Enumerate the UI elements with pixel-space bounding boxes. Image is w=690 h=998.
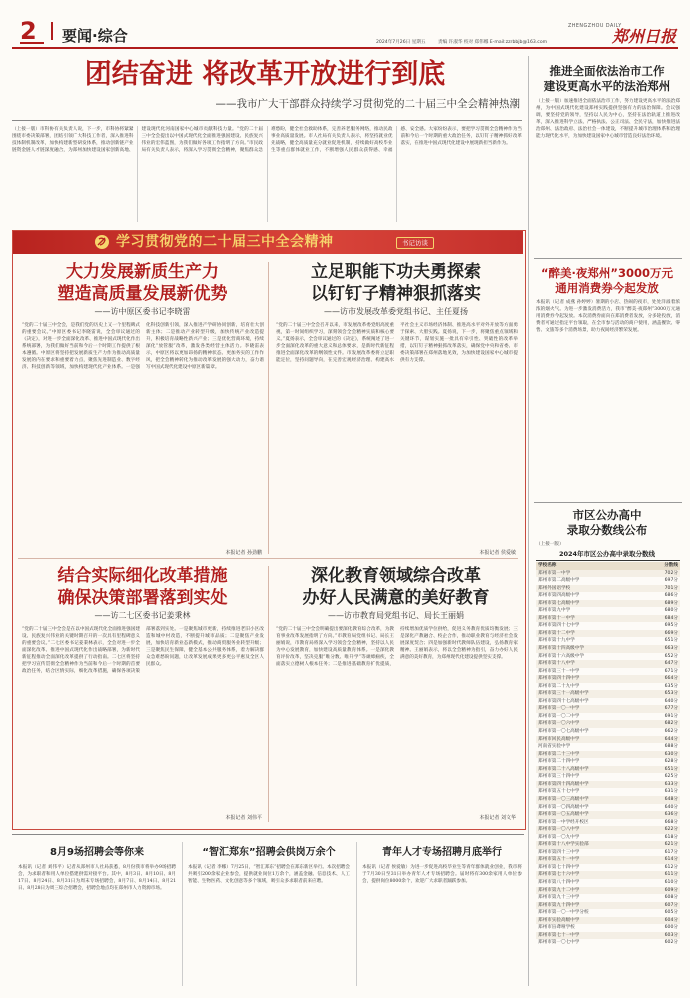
score-table-row [536, 600, 680, 608]
score-table-title-line1: 市区公办高中 [572, 508, 642, 522]
lead-body: （上接一版）市科协有关负责人说，下一步，市科协将紧紧围绕市委决策部署，团结引领广大科技工作者，深入推进科技体制机制改革，加快构建新型研发体系，推动创新链产业链资金链人才链深度融合，为郑州加快建设国家创新高地、建设现代化河南国家中心城市贡献科技力量。“党的二十届三中全会提出以中国式现代化全面推进强国建设、民族复兴伟业的宏伟蓝图，为我们做好各项工作指明了方向。”市民政局有关负责人表示，将深入学习贯彻全会精神，聚焦群众急难愁盼，健全社会救助体系，完善养老服务网络，推动民政事业高质量发展。市人社局有关负责人表示，将坚持就业优先战略，健全高质量充分就业促进机制，持续做好高校毕业生等重点群体就业工作，不断增强人民群众获得感、幸福感、安全感。大家纷纷表示，要把学习贯彻全会精神作为当前和今后一个时期的重大政治任务，以钉钉子精神抓好改革落实，在推进中国式现代化建设中展现新担当新作为。 [12, 127, 522, 153]
score-table-school: 郑州市第十六高级中学 [538, 653, 584, 659]
lead-title: 团结奋进 将改革开放进行到底 [84, 59, 446, 90]
score-table-row [536, 879, 680, 887]
score-table-row [536, 705, 680, 713]
score-table-score: 600分 [664, 925, 678, 931]
score-table-school: 郑州市第八十四中学 [538, 879, 580, 885]
score-table-score: 647分 [645, 660, 680, 668]
article4-body: “党的二十届三中全会明确提出要深化教育综合改革，为教育事业改革发展指明了方向。”市教育局党组书记、局长王丽娟说，市教育局将深入学习领会全会精神，坚持以人民为中心发展教育，加快建设高质量教育体系。一是深化教育评价改革，坚决克服“唯分数、唯升学”等顽瘴痼疾，全面落实立德树人根本任务；二是推进基础教育扩优提质，持续增加优质学位供给，促进义务教育优质均衡发展；三是深化产教融合、校企合作，推动职业教育与经济社会发展深度契合；四是加强新时代教师队伍建设，弘扬教育家精神。王丽娟表示，将以全会精神为指引，奋力办好人民满意的美好教育，为郑州现代化建设提供坚实支撑。 [276, 627, 518, 667]
score-table-score: 686分 [664, 593, 678, 599]
score-table-score: 651分 [645, 766, 680, 774]
bottom1-title: 8月9场招聘会等你来 [50, 847, 144, 858]
page-number: 2 [20, 17, 37, 45]
party-emblem-icon [94, 234, 110, 250]
score-table-school: 郑州市第七十六中学 [536, 871, 645, 879]
score-table-score: 663分 [645, 645, 680, 653]
article1-byline: ——访中原区委书记李晓雷 [94, 307, 191, 316]
article3-byline: ——访二七区委书记姜秉林 [94, 611, 191, 620]
score-table-school: 郑州市第三十一中学 [538, 668, 580, 674]
score-table-row [536, 660, 680, 668]
score-table-school: 郑州市第一〇三高级中学 [536, 796, 645, 804]
score-table-score: 697分 [664, 578, 678, 584]
special-header-title: 学习贯彻党的二十届三中全会精神 [116, 234, 334, 250]
score-table-score: 691分 [664, 713, 678, 719]
bottom1-body: 本报讯（记者 刘伟平）记者从郑州市人社局获悉，8月份我市将举办9场招聘会，为求职者和用人单位搭建供需对接平台。其中，8月3日、8月10日、8月17日、8月24日、8月31日为周末专场招聘会，8月7日、8月14日、8月21日、8月28日为周三综合招聘会，招聘会地点均在郑州市人力资源市场。 [18, 865, 176, 891]
score-table-row [536, 894, 680, 902]
special-header-tag: 书记访谈 [396, 237, 434, 249]
score-table-score: 680分 [664, 608, 678, 614]
score-table-score: 701分 [645, 585, 680, 593]
score-table-score: 628分 [664, 759, 678, 765]
score-table-score: 640分 [664, 804, 678, 810]
score-table-school: 郑州市第七十四中学 [538, 864, 580, 870]
score-table-school: 郑州市第九十二中学 [536, 887, 645, 895]
score-table-row [536, 607, 680, 615]
score-table-school: 郑州市第一〇六中学 [536, 720, 645, 728]
article1-body: “党的二十届三中全会，是我们党的历史上又一个里程碑式的重要会议。”中原区委书记李晓雷说，全会审议通过的《决定》，对进一步全面深化改革、推进中国式现代化作出系统部署，为我们做好当前和今后一个时期工作提供了根本遵循。中原区将坚持把发展新质生产力作为推动高质量发展的内在要求和重要着力点，聚焦先进制造业、数字经济、科技创新等领域，加快构建现代化产业体系。一是强化科技创新引领，深入推进产学研协同创新，培育壮大创新主体；二是推动产业转型升级，加快传统产业改造提升，积极培育战略性新兴产业；三是优化营商环境，持续深化“放管服”改革，激发各类经营主体活力。李晓雷表示，中原区将以更加昂扬的精神状态、更加务实的工作作风，把全会精神转化为推动改革发展的强大动力，奋力谱写中国式现代化建设中原区新篇章。 [22, 323, 264, 370]
article3-title-line1: 结合实际细化改革措施 [57, 566, 228, 586]
score-table-score: 648分 [645, 796, 680, 804]
score-table-row [536, 834, 680, 842]
score-table-score: 608分 [664, 895, 678, 901]
score-table-school: 郑州市第四十三中学 [538, 849, 580, 855]
score-table-score: 618分 [664, 834, 678, 840]
article1-title-line1: 大力发展新质生产力 [66, 262, 219, 282]
score-table-row [536, 675, 680, 683]
score-table-row [536, 864, 680, 872]
score-table-school: 郑州市第一〇一中学 [536, 705, 645, 713]
article1-reporter: 本报记者 孙劲鹏 [225, 550, 262, 556]
score-table-row [536, 804, 680, 812]
score-table-score: 689分 [645, 600, 680, 608]
score-table-row [536, 736, 680, 744]
article3-reporter: 本报记者 刘伟平 [225, 815, 262, 821]
score-table-school: 郑州市第九十四中学 [536, 902, 645, 910]
score-table-row [536, 720, 680, 728]
score-table-row [536, 811, 680, 819]
score-table-score: 633分 [645, 781, 680, 789]
score-table-school: 郑州市第二十三中学 [536, 751, 645, 759]
date-line: 2024年7月26日 星期五 [376, 40, 426, 45]
score-table-score: 617分 [664, 849, 678, 855]
score-table-score: 640分 [664, 698, 678, 704]
score-table-school: 郑州市第二十四中学 [538, 759, 580, 765]
score-table-row [536, 592, 680, 600]
score-table-school: 郑州外国语学校 [536, 585, 645, 593]
score-table-school: 郑州市第十八中学 [536, 660, 645, 668]
score-table-row [536, 668, 680, 676]
score-table-school: 郑州市第一〇九中学 [538, 834, 580, 840]
score-table-row [536, 743, 680, 751]
sidebar-top-body: （上接一版）加速推进全面依法治市工作，努力建设更高水平的法治郑州，为中国式现代化建设郑州实践提供坚强有力的法治保障。会议强调，要坚持党的领导，坚持以人民为中心，坚持在法治轨道上推进改革，深入推进科学立法、严格执法、公正司法、全民守法，加快推进法治郑州、法治政府、法治社会一体建设，不断提升城市治理体系和治理能力现代化水平，为加快建设国家中心城市营造良好法治环境。 [536, 99, 680, 139]
bottom3-title: 青年人才专场招聘月底举行 [382, 847, 502, 858]
score-table-school: 郑州市第三十一高级中学 [536, 690, 645, 698]
page-number-box [20, 17, 44, 45]
score-table-score: 695分 [664, 623, 678, 629]
score-table-row [536, 577, 680, 585]
score-table-row [536, 615, 680, 623]
score-table-row [536, 698, 680, 706]
score-table-row [536, 653, 680, 661]
score-table-score: 631分 [664, 789, 678, 795]
score-table-row [536, 841, 680, 849]
score-table-school: 郑州市第四十四高级中学 [536, 781, 645, 789]
score-table-row [536, 887, 680, 895]
score-table-score: 668分 [664, 819, 678, 825]
score-table-row [536, 796, 680, 804]
score-table-row [536, 690, 680, 698]
article2-body: “党的二十届三中全会召开以来，市发展改革委党组高度重视，第一时间组织学习，深刻领会全会精神实质和核心要义。”夏扬表示，全会审议通过的《决定》，系统阐述了进一步全面深化改革的重大意义和总体要求，是新时代新征程推进全面深化改革的纲领性文件。市发展改革委将立足职能定位，坚持问题导向，在完善宏观经济治理、构建高水平社会主义市场经济体制、推进高水平对外开放等方面勇于探索、大胆实践。夏扬说，下一步，将聚焦重点领域和关键环节，谋划实施一批具有牵引性、突破性的改革举措，以钉钉子精神狠抓改革落实，确保党中央和省委、市委决策部署在郑州落地见效，为加快建设国家中心城市提供有力支撑。 [276, 323, 518, 363]
score-table-school: 郑州市第一〇一中学分校 [538, 910, 589, 916]
score-table-score: 630分 [645, 751, 680, 759]
score-table-score: 609分 [645, 887, 680, 895]
score-table-school: 郑州市盲聋哑学校 [538, 925, 575, 931]
score-table-school: 郑州市第一〇七中学 [538, 940, 580, 946]
article3-body: “党的二十届三中全会是在以中国式现代化全面推进强国建设、民族复兴伟业的关键时期召开的一次具有里程碑意义的重要会议。”二七区委书记姜秉林表示，全会对进一步全面深化改革、推进中国式现代化作出战略部署，为新时代新征程推动全面深化改革提供了行动指南。二七区将坚持把学习宣传贯彻全会精神作为当前和今后一个时期的首要政治任务，结合区情实际，细化改革措施，确保各项决策部署落到实处。一是聚焦城市更新，持续推进老旧小区改造和城中村改造，不断提升城市品质；二是聚焦产业发展，加快培育新业态新模式，推动商贸服务业转型升级；三是聚焦民生保障，健全基本公共服务体系，着力解决群众急难愁盼问题，让改革发展成果更多更公平惠及全区人民群众。 [22, 627, 264, 674]
sidebar-mid-title-line2: 通用消费券今起发放 [555, 281, 659, 295]
masthead-rule [12, 47, 678, 49]
article2-byline: ——访市发展改革委党组书记、主任夏扬 [324, 307, 468, 316]
score-table-score: 688分 [664, 744, 678, 750]
score-table-school: 郑州市第一〇七高级中学 [538, 729, 589, 735]
score-table-score: 610分 [664, 879, 678, 885]
score-table-school: 河南省实验中学 [538, 744, 571, 750]
score-table-school: 郑州市实验高级中学 [536, 917, 645, 925]
score-table-score: 625分 [664, 774, 678, 780]
score-table-row [536, 826, 680, 834]
score-table-score: 622分 [645, 826, 680, 834]
score-table-heading: 2024年市区公办高中录取分数线 [558, 550, 656, 558]
bottom2-title: “智汇郑东”招聘会供岗万余个 [202, 847, 336, 858]
score-table-score: 605分 [664, 910, 678, 916]
score-table-row [536, 781, 680, 789]
score-table-row [536, 849, 680, 857]
article4-reporter: 本报记者 刘文华 [479, 815, 516, 821]
score-table-school: 郑州市回民高级中学 [536, 736, 645, 744]
article4-title-line1: 深化教育领域综合改革 [311, 566, 481, 586]
score-table-row [536, 630, 680, 638]
editor-line: 责编 许淑华 校对 郑伟娜 E-mail:zzrbbjb@163.com [438, 40, 548, 45]
lead-subtitle: ——我市广大干部群众持续学习贯彻党的二十届三中全会精神热潮 [215, 98, 520, 110]
score-table-row [536, 622, 680, 630]
score-table-school: 郑州市第一〇四高级中学 [538, 804, 589, 810]
score-table-col-school: 学校名称 [536, 562, 645, 570]
score-table-school: 郑州市第九中学 [538, 608, 571, 614]
score-table-score: 653分 [645, 690, 680, 698]
article4-byline: ——访市教育局党组书记、局长王丽娟 [328, 611, 464, 620]
score-table-row [536, 728, 680, 736]
score-table-score: 603分 [645, 932, 680, 940]
score-table-row [536, 766, 680, 774]
score-table-school: 郑州市第二十九中学 [538, 683, 580, 689]
paper-logo: 郑州日报 [612, 27, 677, 46]
sidebar-top-title-line1: 推进全面依法治市工作 [549, 64, 665, 78]
score-table-row [536, 819, 680, 827]
score-table-row [536, 645, 680, 653]
score-table-school: 郑州市第七高级中学 [536, 600, 645, 608]
score-table-title-line2: 录取分数线公布 [566, 523, 648, 537]
score-table-school: 郑州市第二十八高级中学 [536, 766, 645, 774]
score-table-caption: （上接一版） [536, 542, 564, 547]
score-table-score: 662分 [664, 729, 678, 735]
article3-title-line2: 确保决策部署落到实处 [57, 588, 228, 608]
score-table-school: 郑州市第七十一中学 [536, 932, 645, 940]
score-table-score: 682分 [645, 720, 680, 728]
paper-name-en: ZHENGZHOU DAILY [568, 24, 622, 29]
score-table-school: 郑州市第四十七高级中学 [538, 698, 589, 704]
score-table-school: 郑州市第一〇二中学 [538, 713, 580, 719]
score-table-row [536, 902, 680, 910]
score-table-row [536, 932, 680, 940]
score-table-school: 郑州市第十九中学 [538, 638, 575, 644]
article1-title-line2: 塑造高质量发展新优势 [57, 284, 228, 304]
score-table-score: 621分 [645, 841, 680, 849]
score-table-school: 郑州市第九十三中学 [538, 895, 580, 901]
score-table-school: 郑州市第十一中学 [536, 615, 645, 623]
score-table-row [536, 751, 680, 759]
score-table-score: 607分 [645, 902, 680, 910]
score-table-score: 664分 [645, 675, 680, 683]
article2-title-line2: 以钉钉子精神狠抓落实 [311, 284, 481, 304]
score-table-school: 郑州市第一〇五高级中学 [536, 811, 645, 819]
score-table-school: 郑州市第四高级中学 [538, 593, 580, 599]
score-table-row [536, 917, 680, 925]
score-table-school: 郑州市第二高级中学 [538, 578, 580, 584]
score-table-school: 郑州市第一〇八中学 [536, 826, 645, 834]
score-table-score: 635分 [664, 683, 678, 689]
score-table-school: 郑州市第四十七中学 [538, 623, 580, 629]
masthead [0, 0, 690, 48]
score-table-school: 郑州市第四十四中学 [536, 675, 645, 683]
bottom3-body: 本报讯（记者 侯爱敏）为进一步促进高校毕业生等青年群体就业创业，我市将于7月30日至31日举办青年人才专场招聘会。届时将有300余家用人单位参会，提供岗位8000余个，欢迎广大求职者踊跃参加。 [362, 865, 522, 884]
score-table-row [536, 773, 680, 781]
article2-title-line1: 立足职能下功夫勇探索 [311, 262, 481, 282]
score-table-row [536, 788, 680, 796]
section-title: 要闻·综合 [62, 27, 128, 45]
score-table-score: 614分 [645, 856, 680, 864]
score-table-score: 612分 [664, 864, 678, 870]
score-table-score: 652分 [664, 653, 678, 659]
score-table-row [536, 683, 680, 691]
score-table-score: 702分 [645, 570, 680, 578]
bottom2-body: 本报讯（记者 李娜）7月25日，“智汇郑东”招聘会在郑东新区举行。本次招聘会共吸引200余家企业参会，提供就业岗位1万余个，涵盖金融、信息技术、人工智能、生物医药、文化创意等多个领域，吸引众多求职者前来应聘。 [188, 865, 350, 884]
article2-reporter: 本报记者 侯爱敏 [479, 550, 516, 556]
sidebar-mid-body: 本报讯（记者 成燕 孙婷婷）暑期的小店、热闹的夜市，处处洋溢着浓浓的烟火气。为进一步激发消费活力，我市“醉美·夜郑州”3000万元通用消费券今起发放。本次消费券面向在郑消费者发放，分多轮投放，消费者可通过指定平台领取，在全市参与活动的商户使用，涵盖餐饮、零售、文旅等多个消费场景，助力夜间经济繁荣发展。 [536, 300, 680, 333]
score-table [536, 562, 680, 986]
score-table-row [536, 713, 680, 721]
score-table-school: 郑州市第十二中学 [536, 630, 645, 638]
score-table-row [536, 871, 680, 879]
score-table-school: 郑州市第十四高级中学 [536, 645, 645, 653]
score-table-score: 636分 [645, 811, 680, 819]
score-table-score: 677分 [645, 705, 680, 713]
score-table-score: 684分 [645, 615, 680, 623]
score-table-row [536, 758, 680, 766]
score-table-row [536, 939, 680, 947]
score-table-school: 郑州市第五十七中学 [538, 789, 580, 795]
score-table-score: 604分 [645, 917, 680, 925]
article4-title-line2: 办好人民满意的美好教育 [302, 588, 490, 608]
score-table-score: 651分 [664, 638, 678, 644]
score-table-score: 644分 [645, 736, 680, 744]
sidebar-mid-title-line1: “醉美·夜郑州”3000万元 [541, 266, 673, 280]
score-table-row [536, 856, 680, 864]
score-table-school: 郑州市第三十四中学 [538, 774, 580, 780]
score-table-row [536, 924, 680, 932]
score-table-row [536, 585, 680, 593]
score-table-score: 602分 [664, 940, 678, 946]
score-table-row [536, 909, 680, 917]
score-table-row [536, 637, 680, 645]
score-table-school: 郑州市第一中学经开校区 [538, 819, 589, 825]
score-table-school: 郑州市第一中学 [536, 570, 645, 578]
score-table-score: 669分 [645, 630, 680, 638]
score-table-school: 郑州市第五十一中学 [536, 856, 645, 864]
score-table-score: 611分 [645, 871, 680, 879]
score-table-row [536, 570, 680, 578]
score-table-score: 671分 [664, 668, 678, 674]
score-table-school: 郑州市第十八中学实验部 [536, 841, 645, 849]
sidebar-top-title-line2: 建设更高水平的法治郑州 [543, 79, 671, 93]
score-table-col-score: 分数线 [645, 562, 680, 570]
